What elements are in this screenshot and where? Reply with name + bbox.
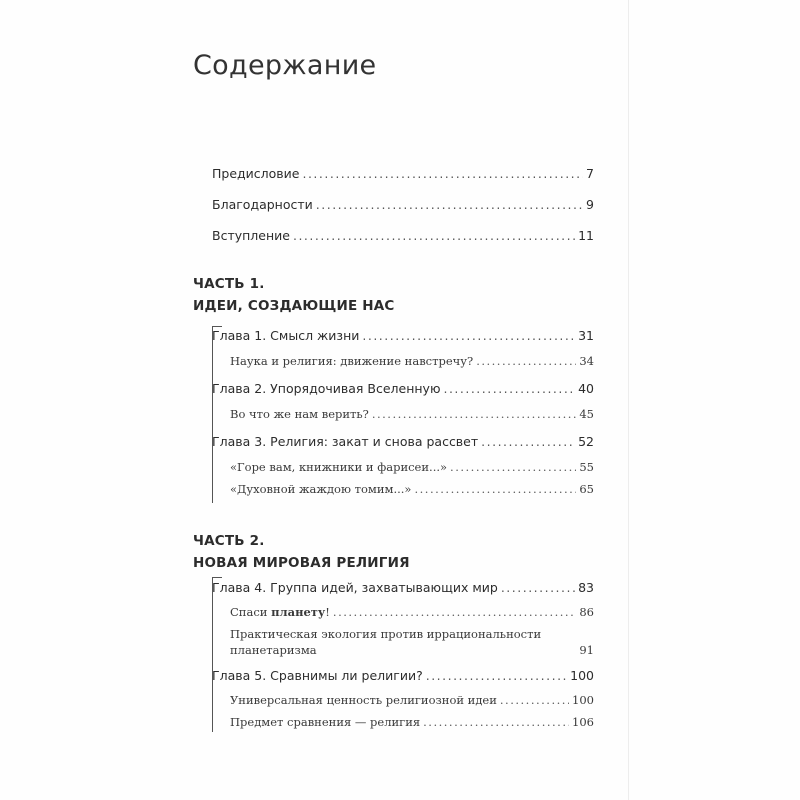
toc-entry-label: Предисловие bbox=[212, 166, 300, 181]
toc-entry-label: Во что же нам верить? bbox=[230, 407, 369, 421]
page-edge bbox=[628, 0, 629, 800]
toc-chapter-5[interactable] bbox=[212, 668, 594, 683]
leader-dots bbox=[333, 605, 576, 619]
toc-chapter-1[interactable] bbox=[212, 328, 594, 343]
part-1-rule bbox=[212, 326, 213, 503]
leader-dots bbox=[481, 434, 575, 449]
toc-entry-label: Спаси планету! bbox=[230, 605, 330, 619]
toc-entry-label: Предмет сравнения — религия bbox=[230, 715, 421, 729]
toc-page-number: 106 bbox=[572, 715, 594, 729]
toc-chapter-4[interactable] bbox=[212, 580, 594, 595]
toc-entry-label: Вступление bbox=[212, 228, 290, 243]
toc-entry-label: «Духовной жаждою томим...» bbox=[230, 482, 412, 496]
part-1-number: ЧАСТЬ 1. bbox=[193, 276, 265, 292]
part-2-title: НОВАЯ МИРОВАЯ РЕЛИГИЯ bbox=[193, 555, 410, 571]
toc-section[interactable] bbox=[230, 693, 594, 707]
part-1-heading bbox=[193, 273, 395, 317]
toc-section[interactable] bbox=[230, 460, 594, 474]
toc-entry-label-line2: планетаризма bbox=[230, 643, 317, 657]
leader-dots bbox=[476, 354, 576, 368]
toc-page-number: 34 bbox=[579, 354, 594, 368]
leader-dots bbox=[423, 715, 569, 729]
toc-page-number: 40 bbox=[578, 381, 594, 396]
toc-section[interactable] bbox=[230, 715, 594, 729]
toc-entry-introduction[interactable] bbox=[212, 228, 594, 243]
leader-dots bbox=[293, 228, 575, 243]
toc-entry-label: Благодарности bbox=[212, 197, 313, 212]
toc-page-number: 45 bbox=[579, 407, 594, 421]
toc-page-number: 100 bbox=[570, 668, 594, 683]
toc-entry-label-line1: Практическая экология против иррациональности bbox=[230, 627, 542, 641]
toc-section[interactable] bbox=[230, 605, 594, 619]
part-2-heading bbox=[193, 530, 410, 574]
leader-dots bbox=[316, 197, 583, 212]
page-title: Содержание bbox=[193, 50, 377, 81]
toc-page-number: 31 bbox=[578, 328, 594, 343]
toc-section[interactable] bbox=[230, 407, 594, 421]
toc-page-number: 65 bbox=[579, 482, 594, 496]
toc-entry-label: Универсальная ценность религиозной идеи bbox=[230, 693, 497, 707]
toc-entry-label: Наука и религия: движение навстречу? bbox=[230, 354, 474, 368]
part-1-title: ИДЕИ, СОЗДАЮЩИЕ НАС bbox=[193, 298, 395, 314]
leader-dots bbox=[501, 580, 575, 595]
toc-entry-label: Глава 2. Упорядочивая Вселенную bbox=[212, 381, 441, 396]
toc-chapter-2[interactable] bbox=[212, 381, 594, 396]
leader-dots bbox=[500, 693, 569, 707]
toc-entry-label: Глава 3. Религия: закат и снова рассвет bbox=[212, 434, 479, 449]
leader-dots bbox=[362, 328, 575, 343]
part-2-rule-tick bbox=[212, 577, 222, 578]
leader-dots bbox=[450, 460, 576, 474]
toc-page-number: 7 bbox=[586, 166, 594, 181]
toc-page-number: 86 bbox=[579, 605, 594, 619]
toc-page-number: 83 bbox=[578, 580, 594, 595]
part-1-rule-tick bbox=[212, 326, 222, 327]
toc-entry-acknowledgements[interactable] bbox=[212, 197, 594, 212]
toc-page-number: 55 bbox=[579, 460, 594, 474]
toc-section[interactable] bbox=[230, 626, 594, 658]
toc-page-number: 52 bbox=[578, 434, 594, 449]
toc-page-number: 9 bbox=[586, 197, 594, 212]
leader-dots bbox=[302, 166, 583, 181]
toc-entry-preface[interactable] bbox=[212, 166, 594, 181]
part-2-rule bbox=[212, 577, 213, 732]
leader-dots bbox=[372, 407, 577, 421]
toc-page-number: 11 bbox=[578, 228, 594, 243]
part-2-number: ЧАСТЬ 2. bbox=[193, 533, 265, 549]
toc-section[interactable] bbox=[230, 482, 594, 496]
toc-entry-label: Глава 1. Смысл жизни bbox=[212, 328, 360, 343]
toc-page-number: 91 bbox=[579, 643, 594, 657]
leader-dots bbox=[414, 482, 576, 496]
toc-entry-label: «Горе вам, книжники и фарисеи...» bbox=[230, 460, 448, 474]
leader-dots bbox=[443, 381, 575, 396]
toc-entry-label: Глава 4. Группа идей, захватывающих мир bbox=[212, 580, 498, 595]
toc-page-number: 100 bbox=[572, 693, 594, 707]
toc-section[interactable] bbox=[230, 354, 594, 368]
leader-dots bbox=[426, 668, 567, 683]
toc-entry-label: Глава 5. Сравнимы ли религии? bbox=[212, 668, 423, 683]
toc-chapter-3[interactable] bbox=[212, 434, 594, 449]
